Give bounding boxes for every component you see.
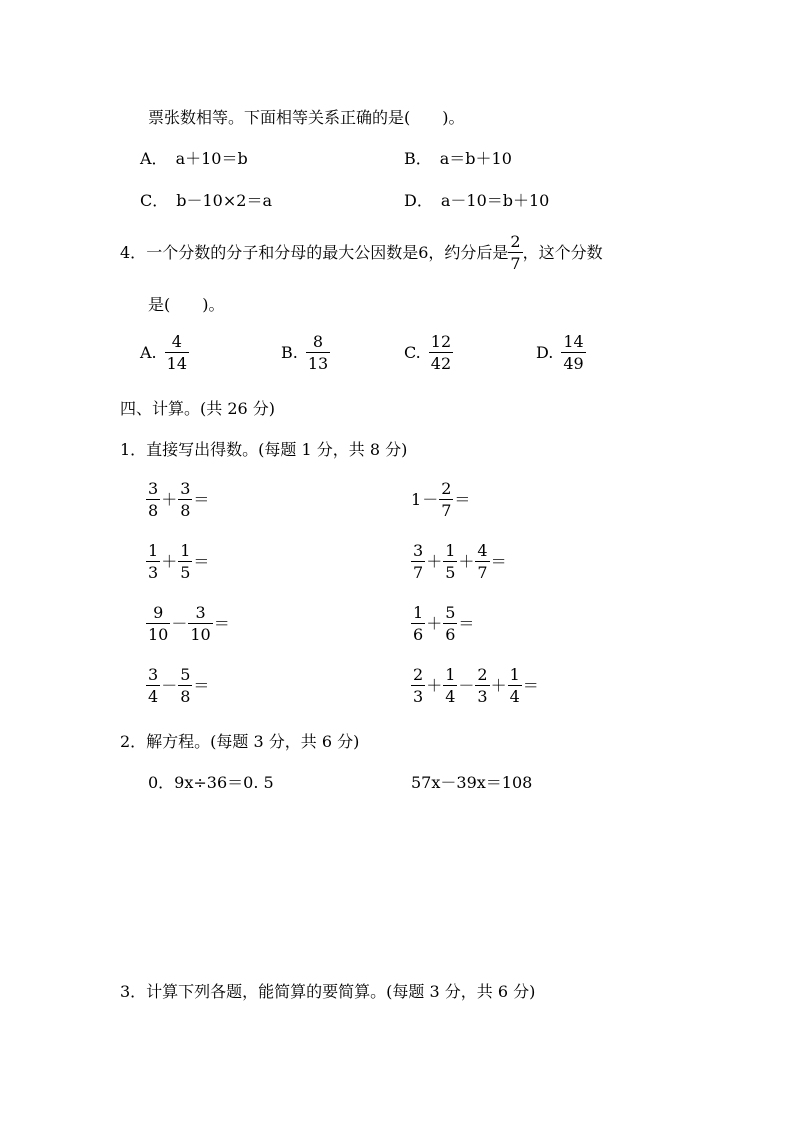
option-expr: a－10＝b＋10 [440, 191, 550, 210]
fraction-numerator: 12 [430, 332, 452, 351]
fraction-denominator: 14 [166, 354, 187, 373]
operator: － [458, 676, 475, 695]
option-label: C． [140, 191, 169, 210]
option-fraction [165, 334, 189, 372]
fraction-denominator: 6 [413, 625, 424, 644]
fraction-numerator: 3 [148, 479, 159, 498]
fraction-numerator: 4 [477, 541, 488, 560]
q4-fraction [508, 234, 522, 272]
operator: － [422, 490, 439, 509]
fraction-numerator: 8 [312, 332, 324, 351]
fraction-numerator: 1 [413, 603, 424, 622]
section4-title: 四、计算。(共 26 分) [120, 399, 276, 418]
q4-line2: 是( )。 [148, 295, 225, 314]
fraction-numerator: 2 [441, 479, 452, 498]
q3-option-a [140, 151, 248, 167]
operator: ＋ [426, 614, 443, 633]
equals-sign: ＝ [193, 676, 210, 695]
fraction-numerator: 3 [195, 603, 206, 622]
q4-stem [120, 234, 603, 272]
option-label: B. [281, 343, 298, 362]
fraction [508, 667, 522, 705]
option-label: B． [404, 149, 432, 168]
operator: ＋ [426, 552, 443, 571]
calc-item-5 [146, 605, 231, 643]
operator: ＋ [458, 552, 475, 571]
fraction [411, 605, 425, 643]
operator: ＋ [426, 676, 443, 695]
calc-item-2 [411, 481, 471, 519]
calc-item-4 [411, 543, 508, 581]
fraction [146, 605, 170, 643]
option-fraction [429, 334, 453, 372]
equals-sign: ＝ [193, 552, 210, 571]
option-fraction [306, 334, 330, 372]
fraction [443, 543, 457, 581]
fraction-denominator: 3 [413, 687, 424, 706]
fraction-numerator: 1 [180, 541, 191, 560]
q3-option-c [140, 193, 272, 209]
fraction [411, 667, 425, 705]
q3-continuation-text: 票张数相等。下面相等关系正确的是( )。 [148, 108, 465, 127]
equals-sign: ＝ [490, 552, 507, 571]
option-label: D． [404, 191, 433, 210]
option-fraction [561, 334, 585, 372]
option-label: A. [140, 343, 157, 362]
fraction-denominator: 8 [180, 501, 191, 520]
calc-item-3 [146, 543, 210, 581]
fraction-numerator: 5 [445, 603, 456, 622]
fraction [188, 605, 212, 643]
fraction-denominator: 13 [307, 354, 329, 373]
operator: ＋ [161, 490, 178, 509]
fraction [443, 605, 457, 643]
fraction-denominator: 7 [477, 563, 488, 582]
option-label: A． [140, 149, 168, 168]
fraction-denominator: 8 [180, 687, 191, 706]
q3-option-d [404, 193, 549, 209]
fraction [146, 481, 160, 519]
fraction [439, 481, 453, 519]
option-expr: b－10×2＝a [176, 191, 272, 210]
fraction-numerator: 1 [445, 665, 456, 684]
fraction-denominator: 10 [148, 625, 169, 644]
fraction-numerator: 2 [413, 665, 424, 684]
fraction [443, 667, 457, 705]
equals-sign: ＝ [193, 490, 210, 509]
equation-2: 57x－39x＝108 [411, 773, 533, 792]
fraction-denominator: 3 [148, 563, 159, 582]
fraction-numerator: 1 [509, 665, 520, 684]
q4-option-d [536, 334, 586, 372]
fraction-denominator: 7 [413, 563, 424, 582]
fraction-numerator: 5 [180, 665, 191, 684]
fraction-numerator: 2 [510, 232, 521, 251]
fraction-denominator: 4 [148, 687, 159, 706]
equals-sign: ＝ [522, 676, 539, 695]
calc-item-8 [411, 667, 540, 705]
fraction-denominator: 7 [510, 254, 521, 273]
fraction-denominator: 5 [445, 563, 456, 582]
fraction [178, 667, 192, 705]
fraction-numerator: 1 [148, 541, 159, 560]
integer: 1 [411, 490, 422, 509]
equals-sign: ＝ [213, 614, 230, 633]
q4-text-after: ，这个分数 [522, 243, 603, 262]
q4-option-b [281, 334, 330, 372]
fraction [178, 481, 192, 519]
fraction [475, 667, 489, 705]
q3-option-b [404, 151, 512, 167]
fraction-numerator: 4 [171, 332, 182, 351]
operator: － [161, 676, 178, 695]
fraction [178, 543, 192, 581]
fraction-denominator: 6 [445, 625, 456, 644]
option-expr: a＋10＝b [175, 149, 248, 168]
q4-option-a [140, 334, 189, 372]
fraction-denominator: 7 [441, 501, 452, 520]
fraction-numerator: 3 [413, 541, 424, 560]
fraction-denominator: 5 [180, 563, 191, 582]
fraction-denominator: 8 [148, 501, 159, 520]
fraction [475, 543, 489, 581]
fraction [146, 543, 160, 581]
fraction-numerator: 2 [477, 665, 488, 684]
section4-q1-title: 1．直接写出得数。(每题 1 分，共 8 分) [120, 440, 408, 459]
option-label: D. [536, 343, 554, 362]
equals-sign: ＝ [454, 490, 471, 509]
calc-item-1 [146, 481, 210, 519]
fraction-denominator: 10 [190, 625, 211, 644]
equals-sign: ＝ [458, 614, 475, 633]
option-expr: a＝b＋10 [439, 149, 512, 168]
operator: ＋ [490, 676, 507, 695]
q4-option-c [404, 334, 453, 372]
fraction-denominator: 4 [445, 687, 456, 706]
fraction-denominator: 3 [477, 687, 488, 706]
calc-item-6 [411, 605, 475, 643]
fraction-numerator: 3 [180, 479, 191, 498]
operator: － [171, 614, 188, 633]
fraction-denominator: 42 [430, 354, 452, 373]
fraction-numerator: 3 [148, 665, 159, 684]
fraction-numerator: 9 [153, 603, 164, 622]
fraction [411, 543, 425, 581]
fraction-numerator: 14 [563, 332, 584, 351]
section4-q3-title: 3．计算下列各题，能简算的要简算。(每题 3 分，共 6 分) [120, 982, 536, 1001]
fraction-denominator: 49 [563, 354, 584, 373]
equation-1: 0．9x÷36＝0. 5 [148, 773, 274, 792]
fraction [146, 667, 160, 705]
q4-number: 4． [120, 243, 147, 262]
fraction-denominator: 4 [509, 687, 520, 706]
operator: ＋ [161, 552, 178, 571]
q4-text-before: 一个分数的分子和分母的最大公因数是6，约分后是 [146, 243, 509, 262]
option-label: C. [404, 343, 421, 362]
section4-q2-title: 2．解方程。(每题 3 分，共 6 分) [120, 732, 360, 751]
calc-item-7 [146, 667, 210, 705]
fraction-numerator: 1 [445, 541, 456, 560]
